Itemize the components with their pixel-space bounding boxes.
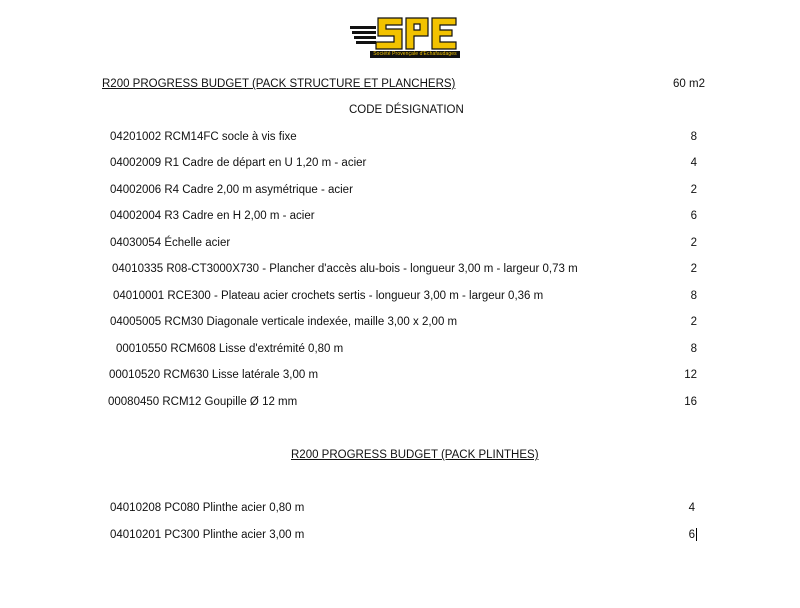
company-logo xyxy=(348,12,460,62)
section1-title: R200 PROGRESS BUDGET (PACK STRUCTURE ET PLANCHERS) xyxy=(102,78,456,90)
text-cursor xyxy=(696,528,697,541)
list-item: 04010208 PC080 Plinthe acier 0,80 m xyxy=(110,502,305,514)
item-quantity: 8 xyxy=(690,131,697,143)
list-item: 04005005 RCM30 Diagonale verticale indexée, maille 3,00 x 2,00 m xyxy=(110,316,458,328)
item-quantity: 16 xyxy=(684,396,697,408)
item-quantity: 2 xyxy=(690,237,697,249)
item-quantity: 2 xyxy=(690,263,697,275)
item-quantity: 8 xyxy=(690,290,697,302)
item-quantity: 6 xyxy=(690,210,697,222)
list-item: 04030054 Échelle acier xyxy=(110,237,231,249)
item-quantity: 2 xyxy=(690,316,697,328)
list-item: 04010001 RCE300 - Plateau acier crochets sertis - longueur 3,00 m - largeur 0,36 m xyxy=(113,290,544,302)
section2-title: R200 PROGRESS BUDGET (PACK PLINTHES) xyxy=(291,449,539,461)
list-item: 00080450 RCM12 Goupille Ø 12 mm xyxy=(108,396,298,408)
list-item: 00010520 RCM630 Lisse latérale 3,00 m xyxy=(109,369,319,381)
list-item: 04010201 PC300 Plinthe acier 3,00 m xyxy=(110,529,305,541)
item-quantity: 4 xyxy=(690,157,697,169)
list-item: 04002006 R4 Cadre 2,00 m asymétrique - acier xyxy=(110,184,353,196)
item-quantity: 12 xyxy=(684,369,697,381)
item-quantity: 6 xyxy=(688,529,695,541)
logo-tagline: Société Provençale d'Échafaudages xyxy=(370,51,460,58)
list-item: 04010335 R08-CT3000X730 - Plancher d'accès alu-bois - longueur 3,00 m - largeur 0,73 m xyxy=(112,263,578,275)
section1-column-header: CODE DÉSIGNATION xyxy=(349,104,464,116)
list-item: 04002004 R3 Cadre en H 2,00 m - acier xyxy=(110,210,315,222)
list-item: 04201002 RCM14FC socle à vis fixe xyxy=(110,131,297,143)
section1-area: 60 m2 xyxy=(673,78,705,90)
item-quantity: 8 xyxy=(690,343,697,355)
item-quantity: 2 xyxy=(690,184,697,196)
list-item: 00010550 RCM608 Lisse d'extrémité 0,80 m xyxy=(116,343,344,355)
item-quantity: 4 xyxy=(688,502,695,514)
list-item: 04002009 R1 Cadre de départ en U 1,20 m - acier xyxy=(110,157,367,169)
